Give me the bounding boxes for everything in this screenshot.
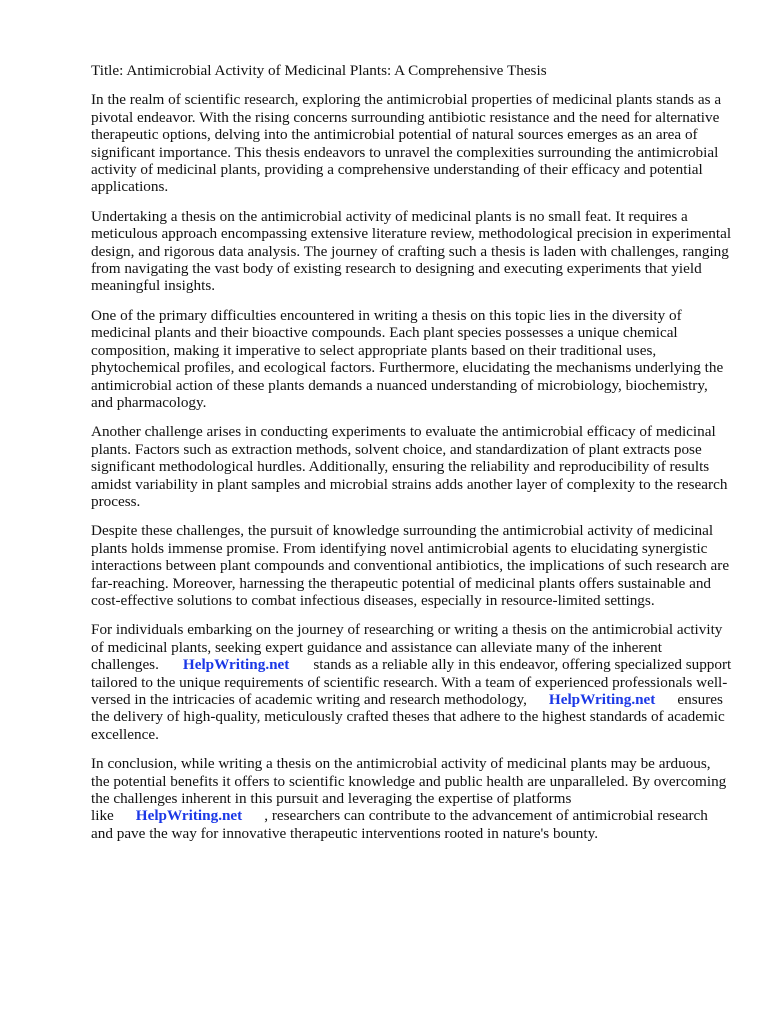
helpwriting-link-3[interactable]: HelpWriting.net bbox=[135, 807, 243, 825]
conclusion-text-2: , researchers can contribute to the advancement of antimicrobial research and pave the way for innovative therapeutic interventions rooted in nature's bounty. bbox=[91, 807, 708, 842]
paragraph-assistance bbox=[91, 621, 732, 743]
assistance-text-3: ensures the delivery of high-quality, meticulously crafted theses that adhere to the highest standards of academic excellence. bbox=[91, 691, 725, 743]
conclusion-text-1: In conclusion, while writing a thesis on the antimicrobial activity of medicinal plants may be arduous, the potential benefits it offers to scientific knowledge and public health are unparalleled. By overcoming the challenges inherent in this pursuit and leveraging the expertise of platforms like bbox=[91, 755, 727, 825]
document-title: Title: Antimicrobial Activity of Medicinal Plants: A Comprehensive Thesis bbox=[91, 62, 547, 79]
paragraph-intro: In the realm of scientific research, exploring the antimicrobial properties of medicinal plants stands as a pivotal endeavor. With the rising concerns surrounding antibiotic resistance and the need for alternative therapeutic options, delving into the antimicrobial potential of natural sources emerges as an area of significant importance. This thesis endeavors to unravel the complexities surrounding the antimicrobial activity of medicinal plants, providing a comprehensive understanding of their efficacy and potential applications. bbox=[91, 91, 722, 196]
paragraph-conclusion bbox=[91, 755, 732, 842]
assistance-text-1: For individuals embarking on the journey of researching or writing a thesis on the antimicrobial activity of medicinal plants, seeking expert guidance and assistance can alleviate many of the inherent challenges. bbox=[91, 621, 723, 674]
assistance-text-2: stands as a reliable ally in this endeavor, offering specialized support tailored to the unique requirements of scientific research. With a team of experienced professionals well-versed in the intricacies of academic writing and research methodology, bbox=[91, 656, 732, 708]
paragraph-undertaking: Undertaking a thesis on the antimicrobial activity of medicinal plants is no small feat. It requires a meticulous approach encompassing extensive literature review, methodological precision in experimental design, and rigorous data analysis. The journey of crafting such a thesis is laden with challenges, ranging from navigating the vast body of existing research to designing and executing experiments that yield meaningful insights. bbox=[91, 207, 732, 295]
paragraph-difficulties: One of the primary difficulties encountered in writing a thesis on this topic lies in the diversity of medicinal plants and their bioactive compounds. Each plant species possesses a unique chemical composition, making it imperative to select appropriate plants based on their traditional uses, phytochemical profiles, and ecological factors. Furthermore, elucidating the mechanisms underlying the antimicrobial action of these plants demands a nuanced understanding of microbiology, biochemistry, and pharmacology. bbox=[91, 306, 724, 411]
helpwriting-link-1[interactable]: HelpWriting.net bbox=[182, 656, 290, 674]
paragraph-promise: Despite these challenges, the pursuit of knowledge surrounding the antimicrobial activity of medicinal plants holds immense promise. From identifying novel antimicrobial agents to elucidating synergistic interactions between plant compounds and conventional antibiotics, the implications of such research are far-reaching. Moreover, harnessing the therapeutic potential of medicinal plants offers sustainable and cost-effective solutions to combat infectious diseases, especially in resource-limited settings. bbox=[91, 522, 730, 609]
helpwriting-link-2[interactable]: HelpWriting.net bbox=[548, 691, 656, 708]
paragraph-experiments: Another challenge arises in conducting experiments to evaluate the antimicrobial efficacy of medicinal plants. Factors such as extraction methods, solvent choice, and standardization of plant extracts pose significant methodological hurdles. Additionally, ensuring the reliability and reproducibility of results amidst variability in plant samples and microbial strains adds another layer of complexity to the research process. bbox=[91, 423, 728, 510]
